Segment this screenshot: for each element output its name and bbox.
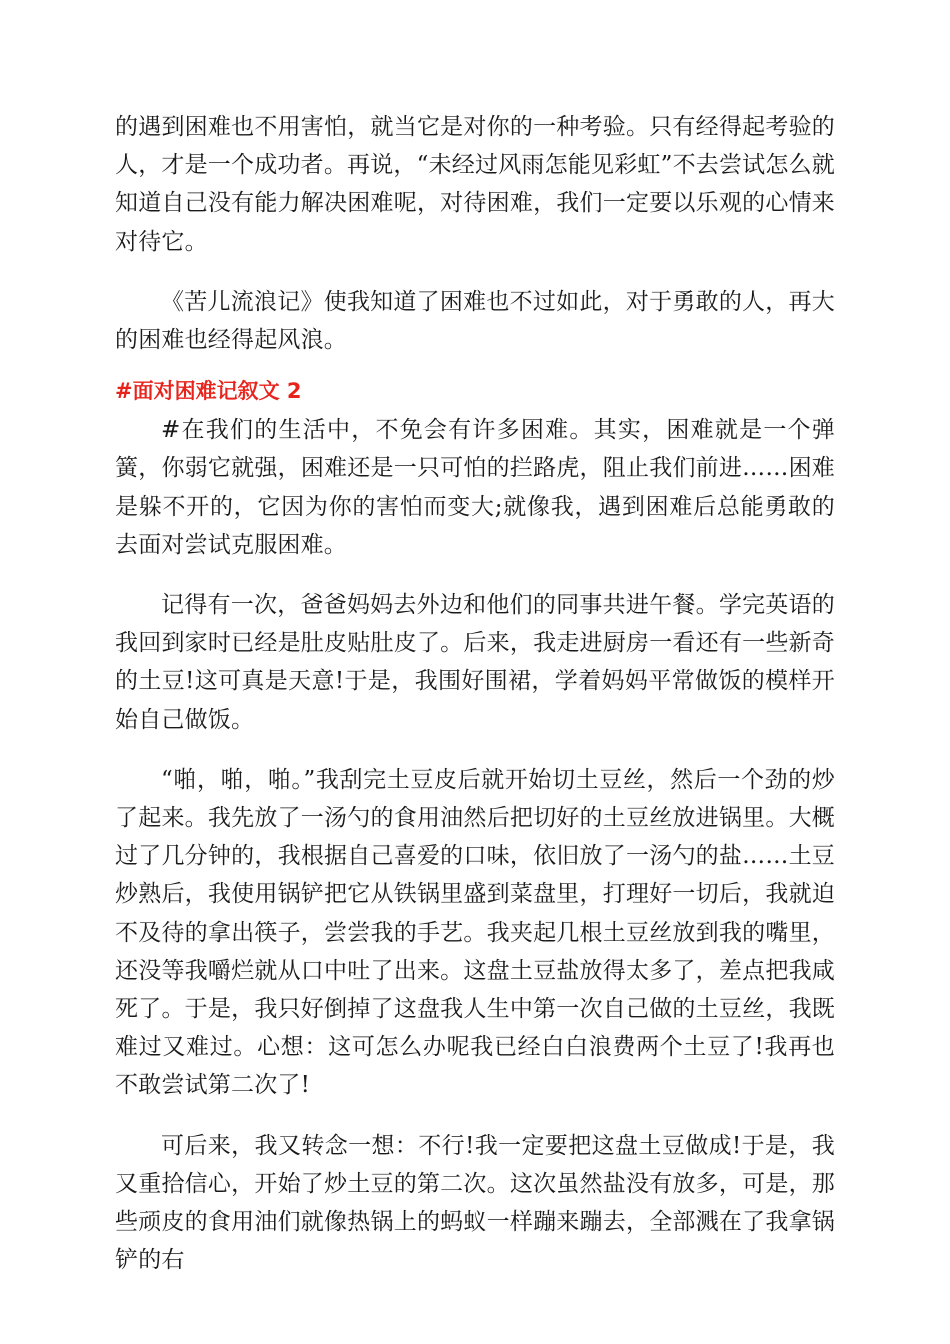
- paragraph-first-attempt: “啪，啪，啪。”我刮完土豆皮后就开始切土豆丝，然后一个劲的炒了起来。我先放了一汤勺的食用油然后把切好的土豆丝放进锅里。大概过了几分钟的，我根据自己喜爱的口味，依旧放了一汤勺的盐……土豆炒熟后，我使用锅铲把它从铁锅里盛到菜盘里，打理好一切后，我就迫不及待的拿出筷子，尝尝我的手艺。我夹起几根土豆丝放到我的嘴里，还没等我嚼烂就从口中吐了出来。这盘土豆盐放得太多了，差点把我咸死了。于是，我只好倒掉了这盘我人生中第一次自己做的土豆丝，我既难过又难过。心想：这可怎么办呢我已经白白浪费两个土豆了!我再也不敢尝试第二次了!: [115, 766, 835, 1099]
- section-heading: #面对困难记叙文 2: [115, 379, 302, 404]
- paragraph-conclusion: 《苦儿流浪记》使我知道了困难也不过如此，对于勇敢的人，再大的困难也经得起风浪。: [115, 288, 835, 354]
- paragraph-second-attempt: 可后来，我又转念一想：不行!我一定要把这盘土豆做成!于是，我又重拾信心，开始了炒土豆的第二次。这次虽然盐没有放多，可是，那些顽皮的食用油们就像热锅上的蚂蚁一样蹦来蹦去，全部溅在了我拿锅铲的右: [115, 1132, 835, 1274]
- document-page: [115, 108, 835, 1279]
- paragraph-intro: #在我们的生活中，不免会有许多困难。其实，困难就是一个弹簧，你弱它就强，困难还是一只可怕的拦路虎，阻止我们前进……困难是躲不开的，它因为你的害怕而变大;就像我，遇到困难后总能勇敢的去面对尝试克服困难。: [115, 417, 835, 558]
- paragraph-story-start: 记得有一次，爸爸妈妈去外边和他们的同事共进午餐。学完英语的我回到家时已经是肚皮贴肚皮了。后来，我走进厨房一看还有一些新奇的土豆!这可真是天意!于是，我围好围裙，学着妈妈平常做饭的模样开始自己做饭。: [115, 592, 835, 733]
- paragraph-continuation: 的遇到困难也不用害怕，就当它是对你的一种考验。只有经得起考验的人，才是一个成功者。再说，“未经过风雨怎能见彩虹”不去尝试怎么就知道自己没有能力解决困难呢，对待困难，我们一定要以乐观的心情来对待它。: [115, 114, 835, 255]
